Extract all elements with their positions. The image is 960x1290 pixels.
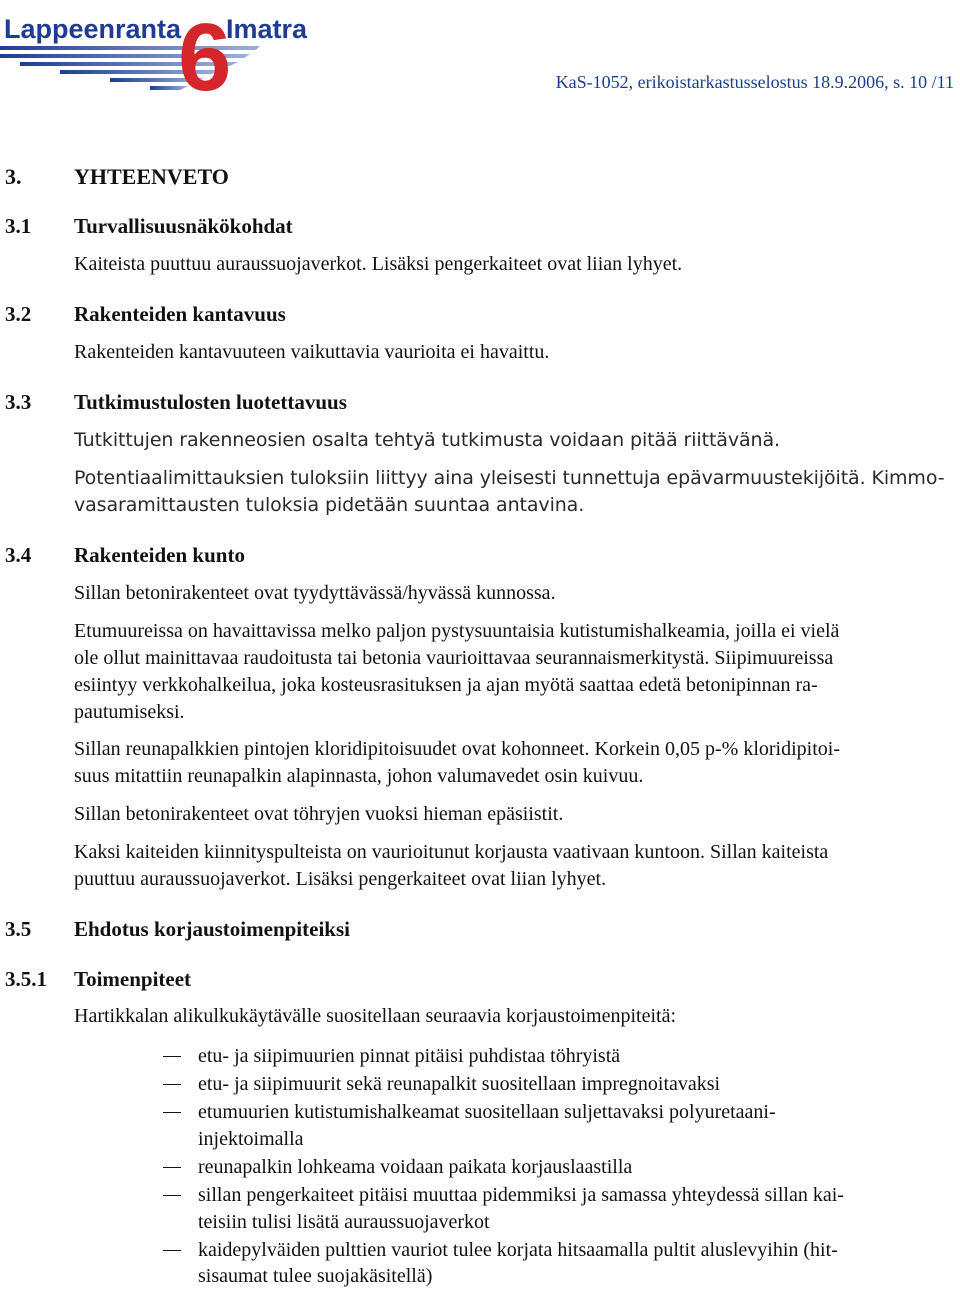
city-logo bbox=[0, 0, 332, 95]
dash-bullet bbox=[163, 1250, 181, 1251]
section-title: Turvallisuusnäkökohdat bbox=[74, 214, 293, 238]
section-title: Ehdotus korjaustoimenpiteiksi bbox=[74, 917, 350, 941]
paragraph-line: esiintyy verkkohalkeilua, joka kosteusrasituksen ja ajan myötä saattaa edetä betonipinnan ra- bbox=[74, 674, 818, 696]
document-reference: KaS-1052, erikoistarkastusselostus 18.9.2006, s. 10 /11 bbox=[555, 72, 954, 92]
paragraph-line: pautumiseksi. bbox=[74, 701, 185, 723]
paragraph-line: suus mitattiin reunapalkin alapinnasta, johon valumavedet osin kuivuu. bbox=[74, 765, 644, 787]
paragraph: Sillan betonirakenteet ovat töhryjen vuoksi hieman epäsiistit. bbox=[74, 803, 564, 825]
dash-bullet bbox=[163, 1112, 181, 1113]
section-number: 3.3 bbox=[5, 390, 32, 414]
dash-bullet bbox=[163, 1167, 181, 1168]
paragraph-line: vasaramittausten tuloksia pidetään suuntaa antavina. bbox=[74, 494, 585, 516]
list-item-line: sillan pengerkaiteet pitäisi muuttaa pidemmiksi ja samassa yhteydessä sillan kai- bbox=[198, 1184, 844, 1206]
dash-bullet bbox=[163, 1195, 181, 1196]
list-item-line: etu- ja siipimuurien pinnat pitäisi puhdistaa töhryistä bbox=[198, 1045, 621, 1067]
list-item-line: kaidepylväiden pulttien vauriot tulee korjata hitsaamalla pultit aluslevyihin (hit- bbox=[198, 1239, 838, 1261]
paragraph: Hartikkalan alikulkukäytävälle suositellaan seuraavia korjaustoimenpiteitä: bbox=[74, 1005, 677, 1027]
section-title: YHTEENVETO bbox=[74, 164, 229, 189]
list-item-line: etumuurien kutistumishalkeamat suositellaan suljettavaksi polyuretaani- bbox=[198, 1101, 776, 1123]
list-item-line: sisaumat tulee suojakäsitellä) bbox=[198, 1265, 433, 1287]
paragraph-line: puuttuu auraussuojaverkot. Lisäksi pengerkaiteet ovat liian lyhyet. bbox=[74, 868, 607, 890]
section-number: 3.1 bbox=[5, 214, 32, 238]
paragraph: Tutkittujen rakenneosien osalta tehtyä tutkimusta voidaan pitää riittävänä. bbox=[74, 429, 780, 451]
logo-graphic bbox=[0, 0, 332, 95]
list-item-line: etu- ja siipimuurit sekä reunapalkit suositellaan impregnoitavaksi bbox=[198, 1073, 721, 1095]
paragraph: Sillan betonirakenteet ovat tyydyttävässä/hyvässä kunnossa. bbox=[74, 582, 556, 604]
paragraph: Kaiteista puuttuu auraussuojaverkot. Lisäksi pengerkaiteet ovat liian lyhyet. bbox=[74, 253, 683, 275]
list-item-line: reunapalkin lohkeama voidaan paikata korjauslaastilla bbox=[198, 1156, 633, 1178]
paragraph-line: ole ollut mainittavaa raudoitusta tai betonia vaurioittavaa seurannaismerkitystä. Siipimuureissa bbox=[74, 647, 834, 669]
section-title: Tutkimustulosten luotettavuus bbox=[74, 390, 347, 414]
section-number: 3.5.1 bbox=[5, 967, 47, 991]
list-item-line: injektoimalla bbox=[198, 1128, 304, 1150]
section-title: Rakenteiden kunto bbox=[74, 543, 245, 567]
section-title: Toimenpiteet bbox=[74, 967, 192, 991]
list-item-line: teisiin tulisi lisätä auraussuojaverkot bbox=[198, 1211, 490, 1233]
paragraph-line: Potentiaalimittauksien tuloksiin liittyy aina yleisesti tunnettuja epävarmuustekijöitä. Kimmo- bbox=[74, 467, 945, 489]
dash-bullet bbox=[163, 1084, 181, 1085]
logo-numeral: 6 bbox=[178, 4, 232, 95]
section-number: 3.2 bbox=[5, 302, 32, 326]
paragraph-line: Sillan reunapalkkien pintojen kloridipitoisuudet ovat kohonneet. Korkein 0,05 p-% kloridipitoi- bbox=[74, 738, 840, 760]
logo-text-lappeenranta: Lappeenranta bbox=[4, 14, 182, 44]
section-number: 3.4 bbox=[5, 543, 32, 567]
dash-bullet bbox=[163, 1056, 181, 1057]
section-number: 3. bbox=[5, 164, 22, 189]
paragraph-line: Etumuureissa on havaittavissa melko paljon pystysuuntaisia kutistumishalkeamia, joilla ei vielä bbox=[74, 620, 840, 642]
section-number: 3.5 bbox=[5, 917, 32, 941]
section-title: Rakenteiden kantavuus bbox=[74, 302, 286, 326]
paragraph-line: Kaksi kaiteiden kiinnityspulteista on vaurioitunut korjausta vaativaan kuntoon. Sillan kaiteista bbox=[74, 841, 829, 863]
logo-text-imatra: Imatra bbox=[226, 14, 308, 44]
paragraph: Rakenteiden kantavuuteen vaikuttavia vaurioita ei havaittu. bbox=[74, 341, 550, 363]
